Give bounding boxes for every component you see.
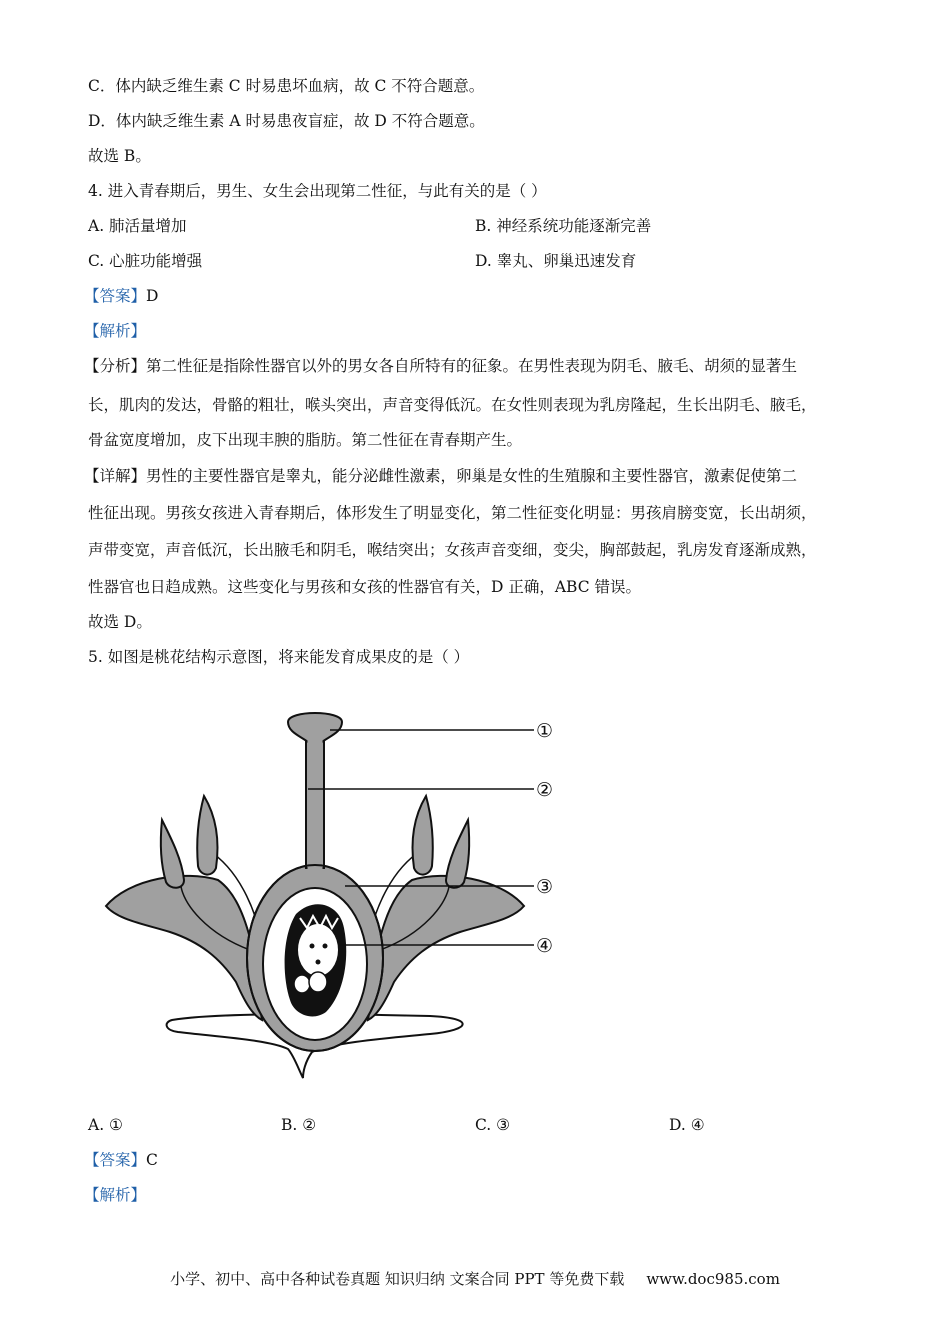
peach-flower-diagram — [100, 700, 570, 1085]
answer-line-2 — [84, 1150, 158, 1170]
xiangjie-line-1 — [84, 466, 797, 486]
stigma — [288, 713, 342, 742]
ovule-inner — [298, 924, 338, 976]
anther-right-1 — [446, 820, 469, 888]
question-5: 5. 如图是桃花结构示意图，将来能发育成果皮的是（ ） — [88, 648, 470, 666]
q5-option-b: B. ② — [281, 1116, 317, 1134]
q5-option-d: D. ④ — [669, 1116, 705, 1134]
q4-option-a: A. 肺活量增加 — [88, 217, 187, 235]
option-d-explanation: D．体内缺乏维生素 A 时易患夜盲症，故 D 不符合题意。 — [88, 112, 485, 130]
q4-option-c: C. 心脏功能增强 — [88, 252, 203, 270]
xiangjie-text-1: 男性的主要性器官是睾丸，能分泌雌性激素，卵巢是女性的生殖腺和主要性器官，激素促使第二 — [146, 467, 798, 485]
q5-option-c: C. ③ — [475, 1116, 511, 1134]
choose-b-line: 故选 B。 — [88, 147, 151, 165]
choose-d-line: 故选 D。 — [88, 613, 152, 631]
anther-right-2 — [413, 796, 433, 875]
option-c-explanation: C．体内缺乏维生素 C 时易患坏血病，故 C 不符合题意。 — [88, 77, 485, 95]
xiangjie-text-3: 声带变宽，声音低沉，长出腋毛和阴毛，喉结突出；女孩声音变细，变尖，胸部鼓起，乳房发育逐渐成熟， — [88, 541, 817, 559]
anther-left-2 — [197, 796, 217, 875]
analysis-tag-1 — [84, 321, 146, 341]
anther-left-1 — [161, 820, 184, 888]
analysis-tag: 【解析】 — [84, 1186, 147, 1204]
xiangjie-text-4: 性器官也日趋成熟。这些变化与男孩和女孩的性器官有关，D 正确，ABC 错误。 — [88, 578, 642, 596]
label-2: ② — [536, 779, 554, 801]
fenxi-text-1: 第二性征是指除性器官以外的男女各自所特有的征象。在男性表现为阴毛、腋毛、胡须的显著生 — [146, 357, 798, 375]
answer-tag: 【答案】 — [84, 287, 147, 305]
label-4: ④ — [536, 935, 554, 957]
fenxi-line-1 — [84, 356, 797, 376]
analysis-tag: 【解析】 — [84, 322, 147, 340]
fenxi-text-3: 骨盆宽度增加，皮下出现丰腴的脂肪。第二性征在青春期产生。 — [88, 431, 523, 449]
label-1: ① — [536, 720, 554, 742]
answer-value: C — [146, 1151, 158, 1169]
footer-text: 小学、初中、高中各种试卷真题 知识归纳 文案合同 PPT 等免费下载 — [170, 1270, 625, 1288]
footer-url[interactable]: www.doc985.com — [646, 1270, 780, 1288]
answer-value: D — [146, 287, 159, 305]
q5-option-a: A. ① — [88, 1116, 123, 1134]
answer-tag: 【答案】 — [84, 1151, 147, 1169]
fenxi-tag: 【分析】 — [84, 357, 147, 375]
analysis-tag-2 — [84, 1185, 146, 1205]
label-3: ③ — [536, 876, 554, 898]
xiangjie-tag: 【详解】 — [84, 467, 147, 485]
xiangjie-text-2: 性征出现。男孩女孩进入青春期后，体形发生了明显变化，第二性征变化明显：男孩肩膀变宽，长出胡须， — [88, 504, 817, 522]
page-footer — [0, 1269, 950, 1289]
q4-option-b: B. 神经系统功能逐渐完善 — [475, 217, 652, 235]
question-4: 4. 进入青春期后，男生、女生会出现第二性征，与此有关的是（ ） — [88, 182, 547, 200]
q4-option-d: D. 睾丸、卵巢迅速发育 — [475, 252, 637, 270]
fenxi-text-2: 长，肌肉的发达，骨骼的粗壮，喉头突出，声音变得低沉。在女性则表现为乳房隆起，生长出阴毛、腋毛， — [88, 396, 817, 414]
answer-line-1 — [84, 286, 158, 306]
